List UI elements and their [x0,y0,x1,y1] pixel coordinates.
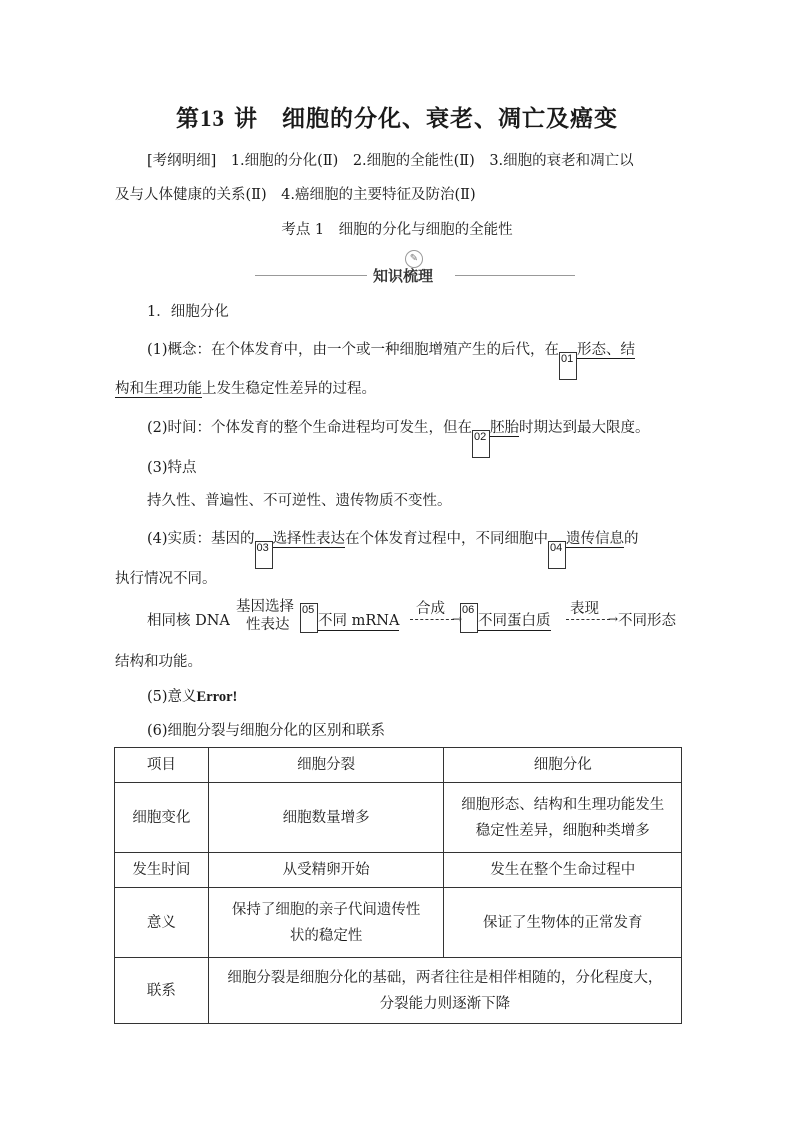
answer-text: 构和生理功能 [115,381,202,397]
table-header: 项目 [115,748,209,783]
table-row [115,853,682,888]
answer-text: 选择性表达 [272,531,346,547]
arrow-label-top: 基因选择 [236,599,294,615]
feature-body: 持久性、普遍性、不可逆性、遗传物质不变性。 [147,493,452,509]
page-title: 第13 讲 细胞的分化、衰老、凋亡及癌变 [175,105,618,132]
divider-line-right [455,275,575,276]
table-cell: 意义 [115,888,209,958]
table-row [115,958,682,1024]
table-cell: 细胞形态、结构和生理功能发生 稳定性差异，细胞种类增多 [444,783,682,853]
table-cell: 联系 [115,958,209,1024]
flow-line-2: 结构和功能。 [115,654,202,670]
compare-title: (6)细胞分裂与细胞分化的区别和联系 [147,723,386,739]
section-heading: 考点 1 细胞的分化与细胞的全能性 [281,222,513,238]
table-header: 细胞分化 [444,748,682,783]
answer-box-04: 04 [548,541,566,569]
comparison-table [114,747,682,1024]
arrow-label-top: 合成 [416,601,445,617]
subsection-title: 1．细胞分化 [147,304,229,320]
flow-end: 不同形态 [618,613,676,629]
arrow-label-top: 表现 [570,601,599,617]
table-cell: 细胞变化 [115,783,209,853]
table-header-row [115,748,682,783]
concept-line-2: 构和生理功能上发生稳定性差异的过程。 [115,381,376,397]
table-cell: 从受精卵开始 [208,853,444,888]
feature-heading: (3)特点 [147,460,197,476]
answer-text: 形态、结 [577,342,636,358]
arrow-head-icon: → [452,612,463,626]
divider-line-left [255,275,367,276]
answer-box-02: 02 [472,430,490,458]
table-row [115,783,682,853]
table-row [115,888,682,958]
arrow-line [566,619,610,620]
answer-text: 不同 mRNA [318,609,399,631]
table-cell: 细胞分裂是细胞分化的基础，两者往往是相伴相随的，分化程度大， 分裂能力则逐渐下降 [208,958,681,1024]
divider-label: 知识梳理 [373,267,434,285]
concept-line-1: (1)概念：在个体发育中，由一个或一种细胞增殖产生的后代，在01形态、结 [147,340,717,380]
arrow-label-bottom: 性表达 [246,617,290,633]
table-cell: 发生在整个生命过程中 [444,853,682,888]
time-line: (2)时间：个体发育的整个生命进程均可发生，但在02胚胎时期达到最大限度。 [147,418,717,458]
error-text: Error! [196,689,238,705]
table-cell: 保持了细胞的亲子代间遗传性 状的稳定性 [208,888,444,958]
table-cell: 发生时间 [115,853,209,888]
answer-box-01: 01 [559,352,577,380]
knowledge-divider [255,250,575,290]
table-cell: 细胞数量增多 [208,783,444,853]
essence-line-1: (4)实质：基因的03选择性表达在个体发育过程中，不同细胞中04遗传信息的 [147,529,717,569]
answer-text: 遗传信息 [566,531,625,547]
answer-box-03: 03 [255,541,273,569]
answer-box-05: 05 [300,603,318,633]
answer-text: 不同蛋白质 [478,609,551,631]
flow-start: 相同核 DNA [147,613,230,629]
differentiation-flow [0,595,794,645]
syllabus-line-2: 及与人体健康的关系(Ⅱ) 4.癌细胞的主要特征及防治(Ⅱ) [115,187,476,203]
pen-icon: ✎ [405,250,423,268]
arrow-head-icon: → [608,612,619,626]
answer-box-06: 06 [460,603,478,633]
table-header: 细胞分裂 [208,748,444,783]
answer-text: 胚胎 [490,420,520,436]
table-cell: 保证了生物体的正常发育 [444,888,682,958]
arrow-line [410,619,454,620]
meaning-line: (5)意义Error! [147,689,238,705]
syllabus-line-1: [考纲明细] 1.细胞的分化(Ⅱ) 2.细胞的全能性(Ⅱ) 3.细胞的衰老和凋亡以 [147,153,634,169]
essence-line-2: 执行情况不同。 [115,571,217,587]
